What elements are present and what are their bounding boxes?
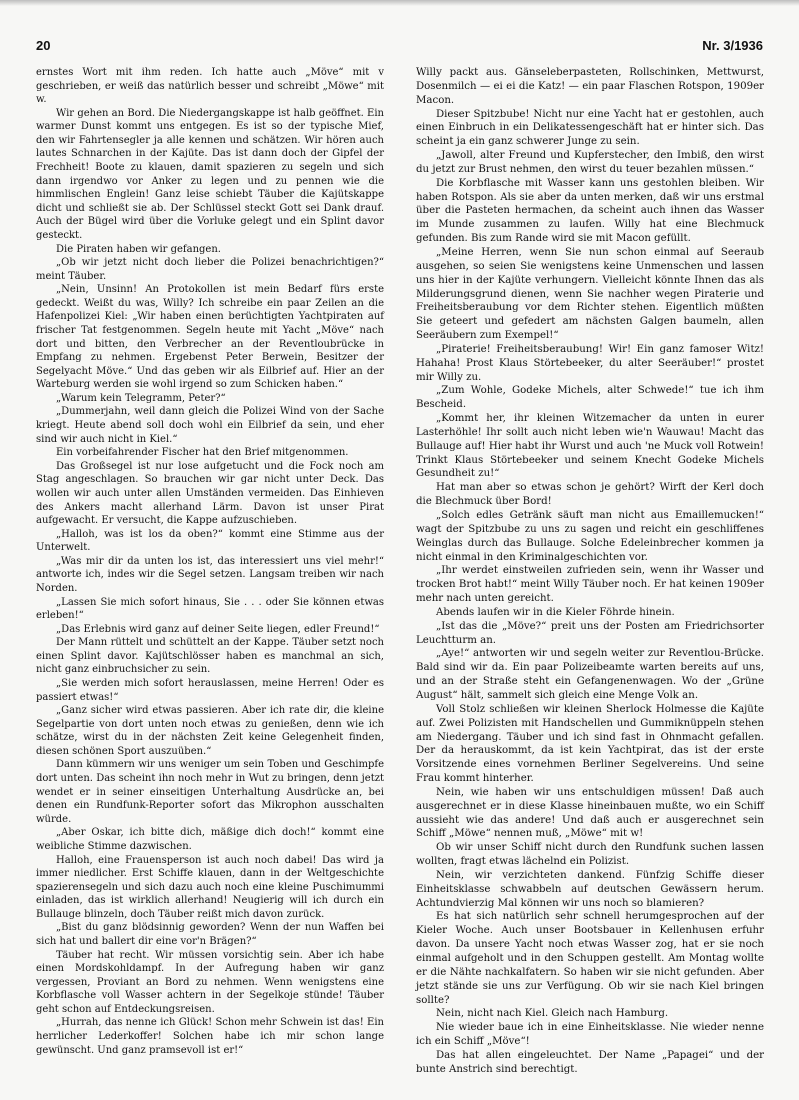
paragraph: Voll Stolz schließen wir kleinen Sherlock Holmesse die Kajüte auf. Zwei Polizisten mit Handschellen und Gummiknüppeln stehen am Niedergang. Täuber und ich sind fast in Ohnmacht gefallen. Der da herauskommt, da ist kein Yachtpirat, das ist der erste Vorsitzende eines vornehmen Berliner Segelvereins. Und seine Frau kommt hinterher.: [416, 703, 764, 785]
paragraph: Die Korbflasche mit Wasser kann uns gestohlen bleiben. Wir haben Rotspon. Als sie aber da unten merken, daß wir uns erstmal über die Pasteten hermachen, da scheint auch ihnen das Wasser im Munde zusammen zu laufen. Willy hat eine Blechmuck gefunden. Bis zum Rande wird sie mit Macon gefüllt.: [416, 177, 764, 245]
right-text-column: [416, 66, 764, 1077]
paragraph: Wir gehen an Bord. Die Niedergangskappe ist halb geöffnet. Ein warmer Dunst kommt uns entgegen. Es ist so der typische Mief, den wir Fahrtensegler ja alle kennen und schätzen. Wir hören auch lautes Schnarchen in der Kajüte. Das ist dann doch der Gipfel der Frechheit! Boote zu klauen, damit spazieren zu segeln und sich dann irgendwo vor Anker zu legen und zu pennen wie die himmlischen Englein! Ganz leise schiebt Täuber die Kajütskappe dicht und schließt sie ab. Der Schlüssel steckt Gott sei Dank drauf. Auch der Bügel wird über die Vorluke gelegt und ein Splint davor gesteckt.: [36, 107, 384, 241]
paragraph: Abends laufen wir in die Kieler Föhrde hinein.: [436, 606, 675, 618]
paragraph: Die Piraten haben wir gefangen.: [56, 243, 221, 255]
paragraph: „Sie werden mich sofort herauslassen, meine Herren! Oder es passiert etwas!“: [36, 678, 384, 703]
paragraph: „Solch edles Getränk säuft man nicht aus Emaillemucken!“ wagt der Spitzbube zu uns zu sagen und reicht ein geschliffenes Weinglas durch das Bullauge. Solche Edeleinbrecher kommen ja nicht einmal in den Kriminalgeschichten vor.: [416, 510, 764, 563]
paragraph: Der Mann rüttelt und schüttelt an der Kappe. Täuber setzt noch einen Splint davor. Kajütschlösser haben es manchmal an sich, nicht ganz einbruchsicher zu sein.: [36, 637, 384, 676]
paragraph: Willy packt aus. Gänseleberpasteten, Rollschinken, Mettwurst, Dosenmilch — ei ei die Katz! — ein paar Flaschen Rotspon, 1909er Macon.: [416, 67, 764, 106]
paragraph: „Nein, Unsinn! An Protokollen ist mein Bedarf fürs erste gedeckt. Weißt du was, Willy? Ich schreibe ein paar Zeilen an die Hafenpolizei Kiel: „Wir haben einen berüchtigten Yachtpiraten auf frischer Tat festgenommen. Segeln heute mit Yacht „Möve“ nach dort und bitten, den Verbrecher an der Reventloubrücke in Empfang zu nehmen. Ergebenst Peter Berwein, Besitzer der Segelyacht Möve.“ Und das geben wir als Eilbrief auf. Hier an der Warteburg werden sie wohl irgend so zum Schicken haben.“: [36, 284, 384, 391]
paragraph: „Lassen Sie mich sofort hinaus, Sie . . . oder Sie können etwas erleben!“: [36, 596, 384, 622]
paragraph: „Aber Oskar, ich bitte dich, mäßige dich doch!“ kommt eine weibliche Stimme dazwischen.: [36, 827, 384, 852]
paragraph: Dieser Spitzbube! Nicht nur eine Yacht hat er gestohlen, auch einen Einbruch in ein Delikatessengeschäft hat er hinter sich. Das scheint ja ein ganz schwerer Junge zu sein.: [416, 108, 764, 148]
paragraph: Nein, nicht nach Kiel. Gleich nach Hamburg.: [436, 1008, 669, 1020]
paragraph: Hat man aber so etwas schon je gehört? Wirft der Kerl doch die Blechmuck über Bord!: [416, 482, 764, 508]
paragraph: „Ganz sicher wird etwas passieren. Aber ich rate dir, die kleine Segelpartie von dort unten noch etwas zu genießen, denn wie ich schätze, wirst du in der nächsten Zeit keine Gelegenheit finden, diesen schönen Sport auszuüben.“: [36, 705, 384, 757]
paragraph: Nein, wie haben wir uns entschuldigen müssen! Daß auch ausgerechnet er in diese Klasse hineinbauen mußte, wo ein Schiff aussieht wie das andere! Und daß auch er ausgerechnet sein Schiff „Möwe“ nennen muß, „Möwe“ mit w!: [416, 786, 764, 840]
page-number: 20: [36, 38, 51, 53]
paragraph: „Zum Wohle, Godeke Michels, alter Schwede!“ tue ich ihm Bescheid.: [416, 385, 764, 411]
paragraph: „Halloh, was ist los da oben?“ kommt eine Stimme aus der Unterwelt.: [36, 528, 384, 554]
paragraph: „Bist du ganz blödsinnig geworden? Wenn der nun Waffen bei sich hat und ballert dir eine vor'n Brägen?“: [36, 922, 384, 947]
paragraph: Ein vorbeifahrender Fischer hat den Brief mitgenommen.: [56, 447, 349, 459]
paragraph: „Warum kein Telegramm, Peter?“: [56, 392, 226, 404]
paragraph: „Hurrah, das nenne ich Glück! Schon mehr Schwein ist das! Ein herrlicher Lederkoffer! Solchen habe ich mir schon lange gewünscht. Und ganz pramsevoll ist er!“: [36, 1017, 384, 1056]
paragraph: „Was mir dir da unten los ist, das interessiert uns viel mehr!“ antworte ich, indes wir die Segel setzen. Langsam treiben wir nach Norden.: [36, 555, 384, 594]
page-header: [0, 38, 799, 62]
scan-edge: [0, 0, 799, 6]
paragraph: „Aye!“ antworten wir und segeln weiter zur Reventlou-Brücke. Bald sind wir da. Ein paar Polizeibeamte warten bereits auf uns, und an der Straße steht ein Gefangenenwagen. Wo der „Grüne August“ hält, sammelt sich gleich eine Menge Volk an.: [416, 648, 764, 701]
paragraph: Dann kümmern wir uns weniger um sein Toben und Geschimpfe dort unten. Das scheint ihn noch mehr in Wut zu bringen, denn jetzt wendet er in seiner einseitigen Unterhaltung Ausdrücke an, bei denen ein Rundfunk-Reporter sofort das Mikrophon ausschalten würde.: [36, 759, 384, 825]
paragraph: Nein, wir verzichteten dankend. Fünfzig Schiffe dieser Einheitsklasse schwabbeln auf deutschen Gewässern herum. Achtundvierzig Mal können wir uns noch so blamieren?: [416, 869, 764, 909]
paragraph: „Dummerjahn, weil dann gleich die Polizei Wind von der Sache kriegt. Heute abend soll doch wohl ein Eilbrief da sein, und eher sind wir auch nicht in Kiel.“: [36, 406, 384, 445]
paragraph: „Meine Herren, wenn Sie nun schon einmal auf Seeraub ausgehen, so seien Sie wenigstens keine Unmenschen und lassen uns hier in der Kajüte verhungern. Vielleicht könnte Ihnen das als Milderungsgrund dienen, wenn Sie nachher wegen Piraterie und Freiheitsberaubung vor dem Richter stehen. Eigentlich müßten Sie geteert und gefedert am nächsten Galgen baumeln, allen Seeräubern zum Exempel!“: [416, 246, 764, 342]
paragraph: Es hat sich natürlich sehr schnell herumgesprochen auf der Kieler Woche. Auch unser Bootsbauer in Kellenhusen erfuhr davon. Da unsere Yacht noch etwas Wasser zog, hat er sie noch einmal aufgeholt und in den Schuppen gestellt. Am Montag wollte er die Nähte nachkalfatern. So haben wir sie nicht gefunden. Aber jetzt stände sie uns zur Verfügung. Ob wir sie nach Kiel bringen sollte?: [416, 911, 764, 1006]
issue-number: Nr. 3/1936: [702, 38, 763, 53]
paragraph: „Jawoll, alter Freund und Kupferstecher, den Imbiß, den wirst du jetzt zur Brust nehmen, den wirst du teuer bezahlen müssen.“: [416, 150, 764, 175]
paragraph: Nie wieder baue ich in eine Einheitsklasse. Nie wieder nenne ich ein Schiff „Möve“!: [416, 1022, 764, 1048]
paragraph: Täuber hat recht. Wir müssen vorsichtig sein. Aber ich habe einen Mordskohldampf. In der Aufregung haben wir ganz vergessen, Proviant an Bord zu nehmen. Wenn wenigstens eine Korbflasche voll Wasser achtern in der Segelkoje stünde! Täuber geht schon auf Entdeckungsreisen.: [36, 949, 384, 1015]
paragraph: „Piraterie! Freiheitsberaubung! Wir! Ein ganz famoser Witz! Hahaha! Prost Klaus Störtebeeker, du alter Seeräuber!“ prostet mir Willy zu.: [416, 343, 764, 383]
paragraph: „Ist das die „Möve?“ preit uns der Posten am Friedrichsorter Leuchtturm an.: [416, 620, 764, 646]
paragraph: „Das Erlebnis wird ganz auf deiner Seite liegen, edler Freund!“: [56, 623, 380, 635]
paragraph: Das Großsegel ist nur lose aufgetucht und die Fock noch am Stag angeschlagen. So brauchen wir gar nicht unter Deck. Das wollen wir auch unter allen Umständen vermeiden. Das Einhieven des Ankers macht allerhand Lärm. Davon ist unser Pirat aufgewacht. Er versucht, die Kappe aufzuschieben.: [36, 460, 384, 527]
paragraph: „Kommt her, ihr kleinen Witzemacher da unten in eurer Lasterhöhle! Ihr sollt auch nicht leben wie'n Wauwau! Macht das Bullauge auf! Hier habt ihr Wurst und auch 'ne Muck voll Rotwein! Trinkt Klaus Störtebeeker und seinem Knecht Godeke Michels Gesundheit zu!“: [416, 413, 764, 480]
paragraph: Halloh, eine Frauensperson ist auch noch dabei! Das wird ja immer niedlicher. Erst Schiffe klauen, dann in der Weltgeschichte spazierensegeln und sich dazu auch noch eine kleine Puschimummi einladen, das ist wirklich allerhand! Neugierig will ich durch ein Bullauge blinzeln, doch Täuber reißt mich davon zurück.: [36, 854, 384, 920]
paragraph: „Ihr werdet einstweilen zufrieden sein, wenn ihr Wasser und trocken Brot habt!“ meint Willy Täuber noch. Er hat keinen 1909er mehr nach unten gereicht.: [416, 565, 764, 605]
paragraph: „Ob wir jetzt nicht doch lieber die Polizei benachrichtigen?“ meint Täuber.: [36, 257, 384, 282]
paragraph: ernstes Wort mit ihm reden. Ich hatte auch „Möve“ mit v geschrieben, er weiß das natürlich besser und schreibt „Möwe“ mit w.: [36, 67, 384, 106]
paragraph: Das hat allen eingeleuchtet. Der Name „Papagei“ und der bunte Anstrich sind berechtigt.: [416, 1049, 764, 1075]
left-text-column: [36, 66, 384, 1057]
paragraph: Ob wir unser Schiff nicht durch den Rundfunk suchen lassen wollten, fragt etwas lächelnd ein Polizist.: [416, 842, 764, 868]
